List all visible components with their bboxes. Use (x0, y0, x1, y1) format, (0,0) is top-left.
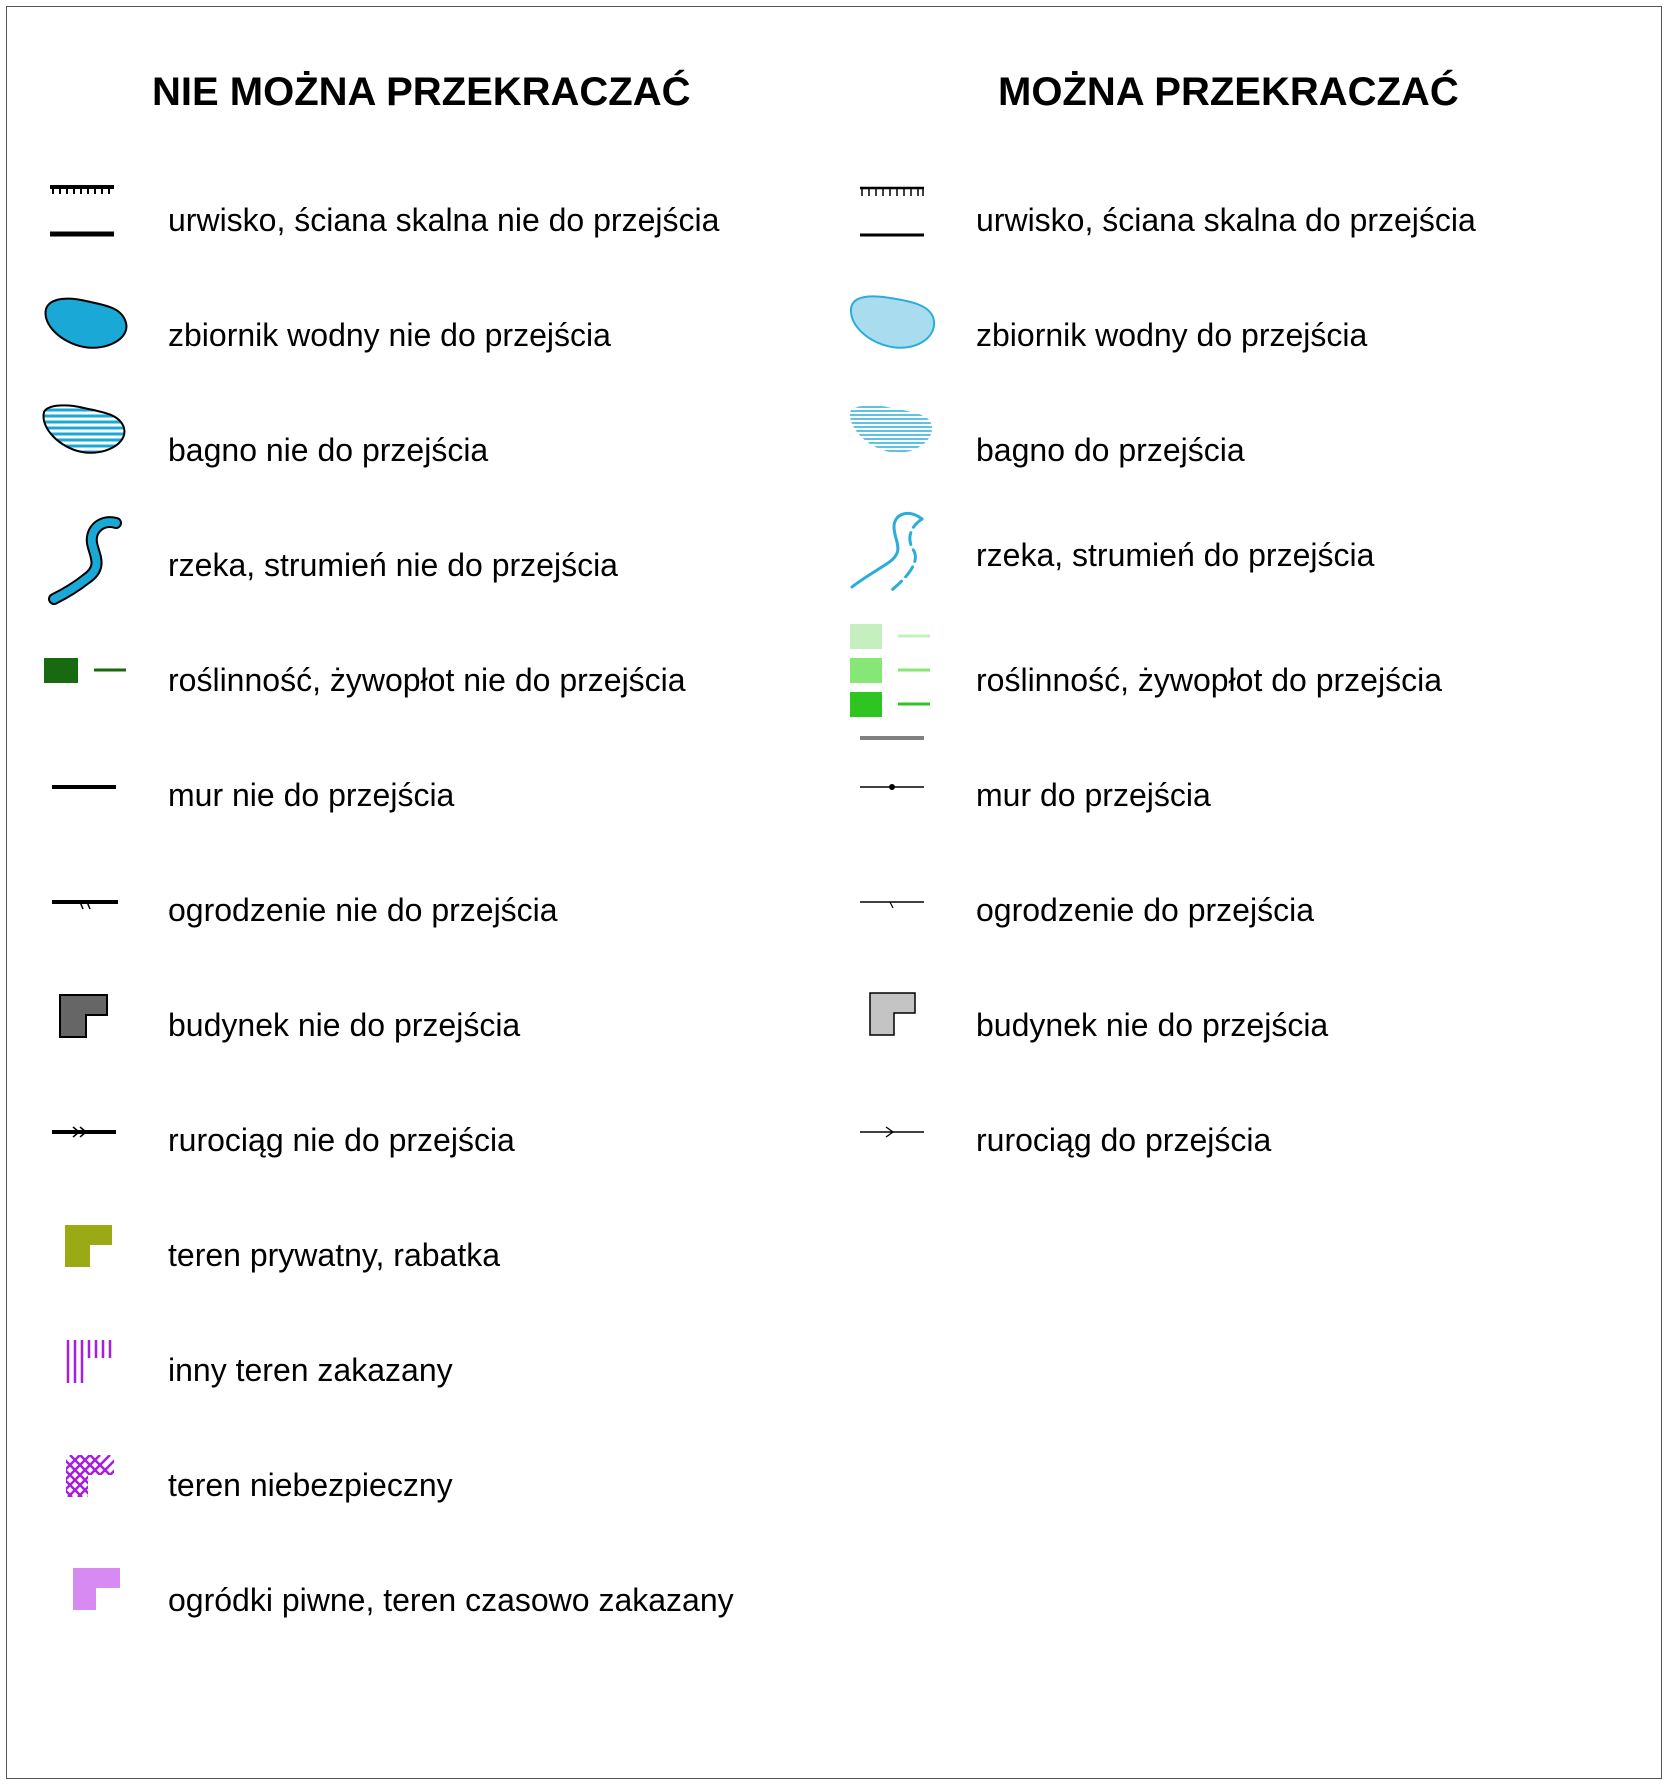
forbidden-area-icon (40, 1320, 150, 1420)
legend-item-label: roślinność, żywopłot nie do przejścia (168, 662, 686, 698)
wall-passable-icon (848, 745, 958, 845)
river-impassable-icon (40, 515, 150, 615)
vegetation-impassable-icon (40, 630, 150, 730)
dangerous-area-icon (40, 1435, 150, 1535)
legend-item-label: urwisko, ściana skalna do przejścia (976, 202, 1476, 238)
legend-item-label: roślinność, żywopłot do przejścia (976, 662, 1442, 698)
building-impassable-icon (40, 975, 150, 1075)
legend-item-label: ogródki piwne, teren czasowo zakazany (168, 1582, 734, 1618)
legend-item-label: teren niebezpieczny (168, 1467, 453, 1503)
right-column-title: MOŻNA PRZEKRACZAĆ (998, 70, 1459, 114)
legend-item-label: zbiornik wodny nie do przejścia (168, 317, 611, 353)
legend-item-label: inny teren zakazany (168, 1352, 453, 1388)
water-body-passable-icon (848, 285, 958, 385)
river-passable-icon (848, 505, 958, 605)
legend-item-label: mur nie do przejścia (168, 777, 455, 813)
legend-item-label: zbiornik wodny do przejścia (976, 317, 1368, 353)
legend-item-label: mur do przejścia (976, 777, 1211, 813)
fence-passable-icon (848, 860, 958, 960)
pipeline-passable-icon (848, 1090, 958, 1190)
legend-item-label: teren prywatny, rabatka (168, 1237, 501, 1273)
wall-impassable-icon (40, 745, 150, 845)
legend-item-label: rurociąg do przejścia (976, 1122, 1272, 1158)
private-area-icon (40, 1205, 150, 1305)
marsh-passable-icon (848, 400, 958, 500)
pipeline-impassable-icon (40, 1090, 150, 1190)
temporary-forbidden-area-icon (40, 1550, 150, 1650)
vegetation-passable-icon (848, 618, 958, 718)
fence-impassable-icon (40, 860, 150, 960)
legend-item-label: budynek nie do przejścia (168, 1007, 521, 1043)
left-column-title: NIE MOŻNA PRZEKRACZAĆ (152, 70, 691, 114)
legend-item-label: rzeka, strumień do przejścia (976, 537, 1375, 573)
legend-item-label: urwisko, ściana skalna nie do przejścia (168, 202, 720, 238)
legend-item-label: ogrodzenie do przejścia (976, 892, 1314, 928)
marsh-impassable-icon (40, 400, 150, 500)
legend-item-label: rurociąg nie do przejścia (168, 1122, 515, 1158)
cliff-impassable-icon (40, 170, 150, 270)
legend-item-label: rzeka, strumień nie do przejścia (168, 547, 618, 583)
water-body-impassable-icon (40, 285, 150, 385)
building-passable-icon (848, 975, 958, 1075)
legend-item-label: bagno nie do przejścia (168, 432, 489, 468)
legend-item-label: ogrodzenie nie do przejścia (168, 892, 558, 928)
legend-item-label: budynek nie do przejścia (976, 1007, 1329, 1043)
legend-item-label: bagno do przejścia (976, 432, 1245, 468)
cliff-passable-icon (848, 170, 958, 270)
